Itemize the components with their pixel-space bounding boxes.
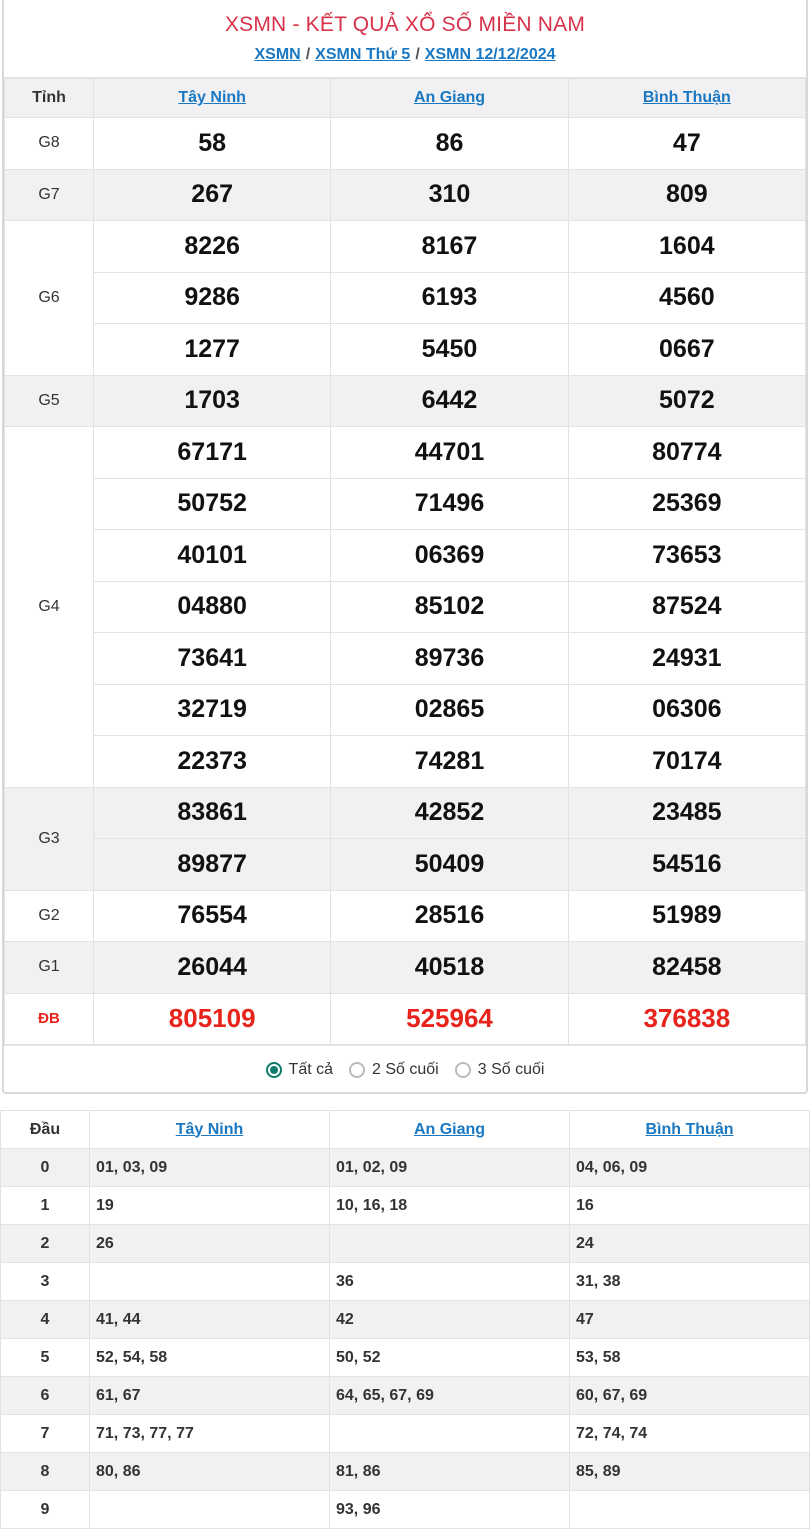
prize-row (5, 942, 806, 994)
prize-label: G5 (5, 375, 94, 427)
special-prize-number: 525964 (331, 993, 568, 1045)
dau-values: 10, 16, 18 (330, 1187, 570, 1225)
prize-number: 86 (331, 118, 568, 170)
prize-number: 28516 (331, 890, 568, 942)
dau-digit: 9 (1, 1491, 90, 1529)
prize-number: 6442 (331, 375, 568, 427)
dau-row (1, 1377, 810, 1415)
prize-number: 47 (568, 118, 805, 170)
prize-number: 76554 (94, 890, 331, 942)
prize-number: 89877 (94, 839, 331, 891)
province-header-an-giang (331, 79, 568, 118)
dau-row (1, 1149, 810, 1187)
prize-label: ĐB (5, 993, 94, 1045)
dau-row (1, 1225, 810, 1263)
prize-label: G4 (5, 427, 94, 788)
dau-column-header: Đầu (1, 1111, 90, 1149)
dau-values (570, 1491, 810, 1529)
dau-header-an-giang (330, 1111, 570, 1149)
results-table (4, 78, 806, 1045)
prize-number: 267 (94, 169, 331, 221)
crumb-xsmn-weekday-link[interactable]: XSMN Thứ 5 (315, 46, 411, 63)
dau-digit: 0 (1, 1149, 90, 1187)
dau-row (1, 1415, 810, 1453)
dau-values: 80, 86 (90, 1453, 330, 1491)
prize-number: 06369 (331, 530, 568, 582)
province-column-header: Tỉnh (5, 79, 94, 118)
dau-digit: 8 (1, 1453, 90, 1491)
prize-number: 82458 (568, 942, 805, 994)
prize-number: 02865 (331, 684, 568, 736)
province-link-tay-ninh[interactable]: Tây Ninh (178, 89, 246, 106)
prize-number: 22373 (94, 736, 331, 788)
prize-number: 42852 (331, 787, 568, 839)
prize-number: 25369 (568, 478, 805, 530)
prize-label: G7 (5, 169, 94, 221)
dau-values: 36 (330, 1263, 570, 1301)
dau-digit: 5 (1, 1339, 90, 1377)
filter-option-label: 3 Số cuối (477, 1060, 545, 1078)
crumb-xsmn-date-link[interactable]: XSMN 12/12/2024 (424, 46, 556, 63)
radio-checked-icon (266, 1062, 282, 1078)
prize-number: 8167 (331, 221, 568, 273)
prize-row (5, 478, 806, 530)
dau-values: 16 (570, 1187, 810, 1225)
dau-digit: 1 (1, 1187, 90, 1225)
dau-row (1, 1187, 810, 1225)
dau-values (330, 1415, 570, 1453)
dau-header-binh-thuan (570, 1111, 810, 1149)
dau-values: 19 (90, 1187, 330, 1225)
prize-label: G1 (5, 942, 94, 994)
results-table-body (5, 118, 806, 1045)
crumb-separator: / (305, 46, 311, 63)
dau-values: 72, 74, 74 (570, 1415, 810, 1453)
prize-row (5, 684, 806, 736)
prize-number: 0667 (568, 324, 805, 376)
dau-values: 41, 44 (90, 1301, 330, 1339)
dau-province-link-binh-thuan[interactable]: Bình Thuận (645, 1120, 734, 1138)
prize-number: 8226 (94, 221, 331, 273)
prize-number: 04880 (94, 581, 331, 633)
prize-number: 4560 (568, 272, 805, 324)
province-link-binh-thuan[interactable]: Bình Thuận (642, 89, 731, 106)
prize-number: 74281 (331, 736, 568, 788)
prize-number: 5450 (331, 324, 568, 376)
prize-number: 51989 (568, 890, 805, 942)
dau-digit: 6 (1, 1377, 90, 1415)
prize-number: 24931 (568, 633, 805, 685)
dau-table-header (1, 1111, 810, 1149)
prize-number: 40101 (94, 530, 331, 582)
prize-number: 1604 (568, 221, 805, 273)
province-header-binh-thuan (568, 79, 805, 118)
dau-values: 81, 86 (330, 1453, 570, 1491)
prize-row (5, 272, 806, 324)
prize-number: 9286 (94, 272, 331, 324)
crumb-separator: / (415, 46, 420, 63)
prize-number: 83861 (94, 787, 331, 839)
prize-label: G3 (5, 787, 94, 890)
results-header (4, 0, 806, 78)
dau-values: 42 (330, 1301, 570, 1339)
dau-row (1, 1263, 810, 1301)
filter-option-2-digits[interactable] (349, 1061, 439, 1079)
prize-number: 89736 (331, 633, 568, 685)
dau-panel (0, 1110, 810, 1529)
special-prize-number: 376838 (568, 993, 805, 1045)
prize-number: 809 (568, 169, 805, 221)
prize-number: 310 (331, 169, 568, 221)
prize-number: 87524 (568, 581, 805, 633)
dau-values (330, 1225, 570, 1263)
results-table-header (5, 79, 806, 118)
prize-number: 23485 (568, 787, 805, 839)
prize-number: 1703 (94, 375, 331, 427)
prize-number: 26044 (94, 942, 331, 994)
filter-option-label: 2 Số cuối (372, 1060, 439, 1078)
prize-row (5, 581, 806, 633)
prize-row (5, 169, 806, 221)
filter-option-label: Tất cả (288, 1060, 334, 1078)
prize-number: 50752 (94, 478, 331, 530)
dau-values: 01, 02, 09 (330, 1149, 570, 1187)
prize-number: 54516 (568, 839, 805, 891)
dau-values: 53, 58 (570, 1339, 810, 1377)
prize-number: 71496 (331, 478, 568, 530)
province-link-an-giang[interactable]: An Giang (413, 89, 486, 106)
prize-row (5, 324, 806, 376)
dau-header-tay-ninh (90, 1111, 330, 1149)
prize-row (5, 530, 806, 582)
prize-number: 73653 (568, 530, 805, 582)
prize-row (5, 993, 806, 1045)
prize-number: 44701 (331, 427, 568, 479)
dau-values: 71, 73, 77, 77 (90, 1415, 330, 1453)
prize-label: G6 (5, 221, 94, 376)
dau-digit: 2 (1, 1225, 90, 1263)
dau-digit: 4 (1, 1301, 90, 1339)
prize-number: 06306 (568, 684, 805, 736)
special-prize-number: 805109 (94, 993, 331, 1045)
dau-row (1, 1339, 810, 1377)
dau-values: 64, 65, 67, 69 (330, 1377, 570, 1415)
dau-digit: 7 (1, 1415, 90, 1453)
prize-number: 32719 (94, 684, 331, 736)
dau-table (0, 1110, 810, 1529)
prize-row (5, 118, 806, 170)
dau-values (90, 1263, 330, 1301)
prize-row (5, 787, 806, 839)
page-title: XSMN - KẾT QUẢ XỔ SỐ MIỀN NAM (224, 13, 586, 36)
prize-number: 58 (94, 118, 331, 170)
crumb-xsmn-link[interactable]: XSMN (254, 46, 301, 63)
dau-values: 50, 52 (330, 1339, 570, 1377)
dau-values (90, 1491, 330, 1529)
dau-row (1, 1491, 810, 1529)
prize-row (5, 890, 806, 942)
dau-province-link-an-giang[interactable]: An Giang (413, 1120, 486, 1138)
dau-province-link-tay-ninh[interactable]: Tây Ninh (175, 1120, 244, 1138)
dau-values: 93, 96 (330, 1491, 570, 1529)
dau-values: 52, 54, 58 (90, 1339, 330, 1377)
filter-option-3-digits[interactable] (455, 1061, 545, 1079)
breadcrumb (4, 46, 806, 64)
dau-digit: 3 (1, 1263, 90, 1301)
dau-values: 01, 03, 09 (90, 1149, 330, 1187)
prize-number: 70174 (568, 736, 805, 788)
prize-row (5, 839, 806, 891)
prize-number: 50409 (331, 839, 568, 891)
prize-number: 6193 (331, 272, 568, 324)
dau-values: 85, 89 (570, 1453, 810, 1491)
prize-number: 73641 (94, 633, 331, 685)
dau-row (1, 1301, 810, 1339)
dau-values: 60, 67, 69 (570, 1377, 810, 1415)
prize-number: 80774 (568, 427, 805, 479)
dau-values: 26 (90, 1225, 330, 1263)
prize-row (5, 221, 806, 273)
dau-values: 47 (570, 1301, 810, 1339)
prize-row (5, 736, 806, 788)
filter-option-all[interactable] (266, 1061, 333, 1079)
dau-values: 31, 38 (570, 1263, 810, 1301)
dau-values: 24 (570, 1225, 810, 1263)
dau-values: 04, 06, 09 (570, 1149, 810, 1187)
dau-values: 61, 67 (90, 1377, 330, 1415)
prize-row (5, 427, 806, 479)
prize-row (5, 375, 806, 427)
prize-label: G2 (5, 890, 94, 942)
radio-unchecked-icon (349, 1062, 365, 1078)
dau-table-body (1, 1149, 810, 1529)
province-header-tay-ninh (94, 79, 331, 118)
prize-label: G8 (5, 118, 94, 170)
radio-unchecked-icon (455, 1062, 471, 1078)
digit-filter (4, 1045, 806, 1093)
prize-number: 5072 (568, 375, 805, 427)
prize-row (5, 633, 806, 685)
dau-row (1, 1453, 810, 1491)
prize-number: 40518 (331, 942, 568, 994)
prize-number: 85102 (331, 581, 568, 633)
prize-number: 67171 (94, 427, 331, 479)
prize-number: 1277 (94, 324, 331, 376)
results-panel (2, 0, 808, 1094)
